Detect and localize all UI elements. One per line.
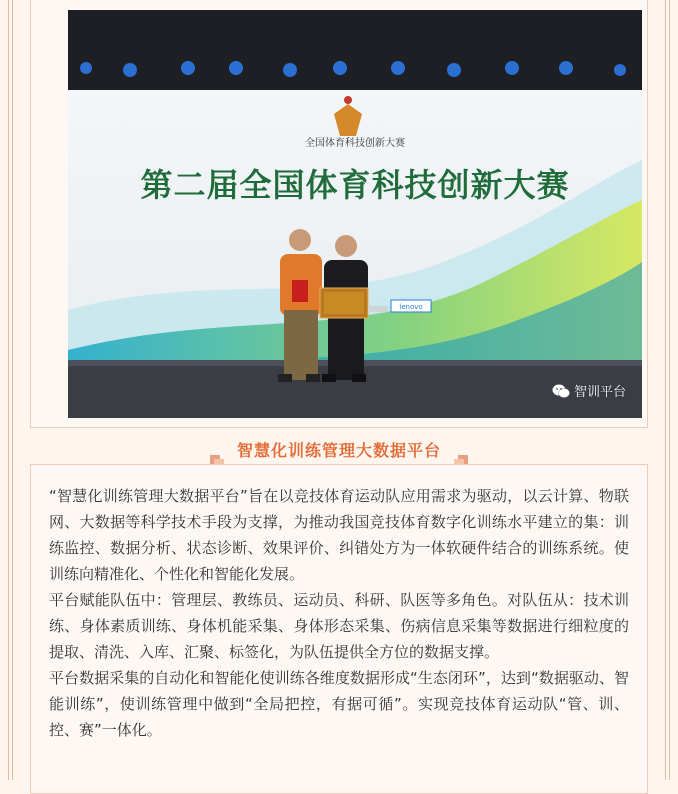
paragraph-intro: “智慧化训练管理大数据平台”旨在以竞技体育运动队应用需求为驱动，以云计算、物联网、大数据等科学技术手段为支撑，为推动我国竞技体育数字化训练水平建立的集：训练监控、数据分析、状态诊断、效果评价、纠错处方为一体软硬件结合的训练系统。使训练向精准化、个性化和智能化发展。 [49, 487, 629, 583]
paragraph-automation: 平台数据采集的自动化和智能化使训练各维度数据形成“生态闭环”，达到“数据驱动、智能训练”，使训练管理中做到“全局把控，有据可循”。实现竞技体育运动队“管、训、控、赛”一体化。 [49, 669, 629, 739]
watermark [552, 381, 626, 400]
banner-logo-text: 全国体育科技创新大赛 [305, 138, 405, 149]
banner-title: 第二届全国体育科技创新大赛 [140, 166, 570, 204]
sponsor-logo: lenovo [399, 303, 423, 311]
frame-line-right-inner [665, 0, 666, 780]
section-title: 智慧化训练管理大数据平台 [236, 441, 441, 460]
wechat-icon [552, 384, 570, 398]
text-card [30, 464, 648, 794]
photo-card [30, 0, 648, 428]
watermark-text: 智训平台 [573, 385, 626, 400]
event-photo-illustration [68, 10, 642, 418]
frame-line-left-outer [8, 0, 9, 780]
frame-line-right-outer [669, 0, 670, 780]
paragraph-roles: 平台赋能队伍中：管理层、教练员、运动员、科研、队医等多角色。对队伍从：技术训练、身体素质训练、身体机能采集、身体形态采集、伤病信息采集等数据进行细粒度的提取、清洗、入库、汇聚、标签化，为队伍提供全方位的数据支撑。 [49, 591, 629, 661]
frame-line-left-inner [12, 0, 13, 780]
event-photo[interactable] [68, 10, 642, 418]
